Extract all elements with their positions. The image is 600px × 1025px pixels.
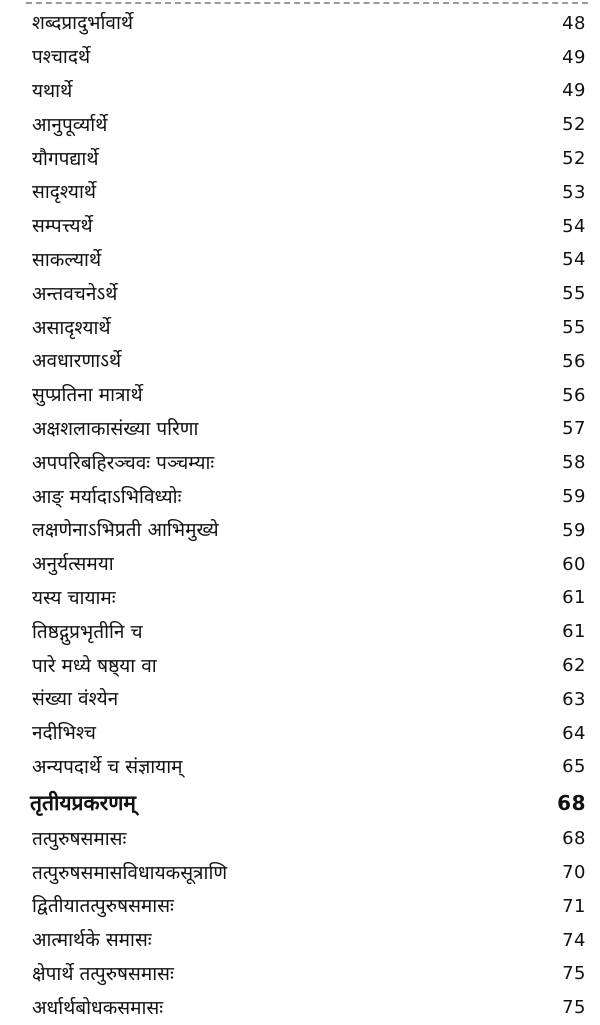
entry-page-number: 54 bbox=[562, 249, 586, 271]
toc-entry bbox=[0, 615, 600, 649]
entry-page-number: 49 bbox=[562, 80, 586, 102]
entry-page-number: 61 bbox=[562, 621, 586, 643]
entry-page-number: 62 bbox=[562, 655, 586, 677]
toc-entry bbox=[0, 683, 600, 717]
entry-page-number: 70 bbox=[562, 862, 586, 884]
entry-page-number: 52 bbox=[562, 114, 586, 136]
entry-title: आनुपूर्व्यार्थे bbox=[32, 113, 108, 136]
entry-title: क्षेपार्थे तत्पुरुषसमासः bbox=[32, 962, 174, 985]
entry-title: लक्षणेनाऽभिप्रती आभिमुख्ये bbox=[32, 519, 219, 542]
entry-title: यौगपद्यार्थे bbox=[32, 147, 99, 170]
entry-page-number: 59 bbox=[562, 486, 586, 508]
entry-title: अक्षशलाकासंख्या परिणा bbox=[32, 417, 199, 440]
entry-title: अन्यपदार्थे च संज्ञायाम् bbox=[32, 755, 183, 778]
entry-title: साकल्यार्थे bbox=[32, 248, 102, 271]
entry-page-number: 56 bbox=[562, 384, 586, 406]
entry-page-number: 63 bbox=[562, 688, 586, 710]
entry-title: नदीभिश्च bbox=[32, 722, 96, 745]
entry-page-number: 75 bbox=[562, 997, 586, 1019]
entry-title: असादृश्यार्थे bbox=[32, 316, 111, 339]
toc-entry bbox=[0, 856, 600, 890]
section-heading-page: 68 bbox=[557, 791, 586, 816]
entry-title: सम्पत्त्यर्थे bbox=[32, 215, 93, 238]
toc-entry bbox=[0, 108, 600, 142]
entry-page-number: 55 bbox=[562, 283, 586, 305]
entry-title: सादृश्यार्थे bbox=[32, 181, 97, 204]
toc-entry bbox=[0, 345, 600, 379]
toc-entry bbox=[0, 446, 600, 480]
entry-page-number: 58 bbox=[562, 452, 586, 474]
toc-entry bbox=[0, 41, 600, 75]
toc-entry bbox=[0, 649, 600, 683]
toc-entry bbox=[0, 514, 600, 548]
entry-page-number: 68 bbox=[562, 828, 586, 850]
toc-entry bbox=[0, 924, 600, 958]
entry-title: शब्दप्रादुर्भावार्थे bbox=[32, 12, 134, 35]
toc-entry bbox=[0, 379, 600, 413]
toc-entry bbox=[0, 176, 600, 210]
entry-title: अन्तवचनेऽर्थे bbox=[32, 282, 118, 305]
toc-entry bbox=[0, 890, 600, 924]
section-heading bbox=[0, 784, 600, 822]
toc-entry bbox=[0, 142, 600, 176]
entry-title: तिष्ठद्गुप्रभृतीनि च bbox=[32, 620, 143, 643]
entry-title: द्वितीयातत्पुरुषसमासः bbox=[32, 895, 174, 918]
entry-page-number: 54 bbox=[562, 215, 586, 237]
toc-entry bbox=[0, 480, 600, 514]
entry-page-number: 75 bbox=[562, 963, 586, 985]
toc-entry bbox=[0, 75, 600, 109]
entry-page-number: 61 bbox=[562, 587, 586, 609]
toc-entry bbox=[0, 991, 600, 1025]
entry-title: अवधारणाऽर्थे bbox=[32, 350, 122, 373]
entry-title: यस्य चायामः bbox=[32, 586, 116, 609]
toc-entry bbox=[0, 958, 600, 992]
toc-entry bbox=[0, 7, 600, 41]
entry-page-number: 64 bbox=[562, 722, 586, 744]
entry-page-number: 48 bbox=[562, 12, 586, 34]
toc-entry bbox=[0, 582, 600, 616]
entry-page-number: 60 bbox=[562, 553, 586, 575]
toc-entry bbox=[0, 548, 600, 582]
entry-page-number: 49 bbox=[562, 46, 586, 68]
entry-title: आत्मार्थके समासः bbox=[32, 929, 152, 952]
toc-entry bbox=[0, 210, 600, 244]
entry-title: तत्पुरुषसमासः bbox=[32, 827, 127, 850]
entry-page-number: 53 bbox=[562, 181, 586, 203]
entry-page-number: 59 bbox=[562, 519, 586, 541]
entry-title: अनुर्यत्समया bbox=[32, 553, 114, 576]
toc-entry bbox=[0, 413, 600, 447]
entry-page-number: 56 bbox=[562, 350, 586, 372]
entry-title: पारे मध्ये षष्ठ्या वा bbox=[32, 654, 157, 677]
entry-title: सुप्प्रतिना मात्रार्थे bbox=[32, 384, 143, 407]
entry-page-number: 57 bbox=[562, 418, 586, 440]
toc-entry bbox=[0, 311, 600, 345]
entry-page-number: 55 bbox=[562, 317, 586, 339]
section-heading-title: तृतीयप्रकरणम् bbox=[30, 790, 136, 815]
toc-entry bbox=[0, 751, 600, 785]
toc-entry bbox=[0, 717, 600, 751]
entry-title: यथार्थे bbox=[32, 79, 73, 102]
toc-entry bbox=[0, 822, 600, 856]
table-of-contents bbox=[0, 7, 600, 1025]
top-dashed-rule bbox=[26, 2, 588, 4]
entry-title: अर्धार्थबोधकसमासः bbox=[32, 996, 164, 1019]
toc-entry bbox=[0, 277, 600, 311]
entry-title: तत्पुरुषसमासविधायकसूत्राणि bbox=[32, 861, 228, 884]
entry-title: आङ् मर्यादाऽभिविध्योः bbox=[32, 485, 182, 508]
entry-title: पश्चादर्थे bbox=[32, 46, 91, 69]
entry-page-number: 65 bbox=[562, 756, 586, 778]
entry-page-number: 52 bbox=[562, 148, 586, 170]
entry-page-number: 74 bbox=[562, 929, 586, 951]
entry-page-number: 71 bbox=[562, 895, 586, 917]
entry-title: अपपरिबहिरञ्चवः पञ्चम्याः bbox=[32, 451, 215, 474]
toc-entry bbox=[0, 244, 600, 278]
entry-title: संख्या वंश्येन bbox=[32, 688, 119, 711]
